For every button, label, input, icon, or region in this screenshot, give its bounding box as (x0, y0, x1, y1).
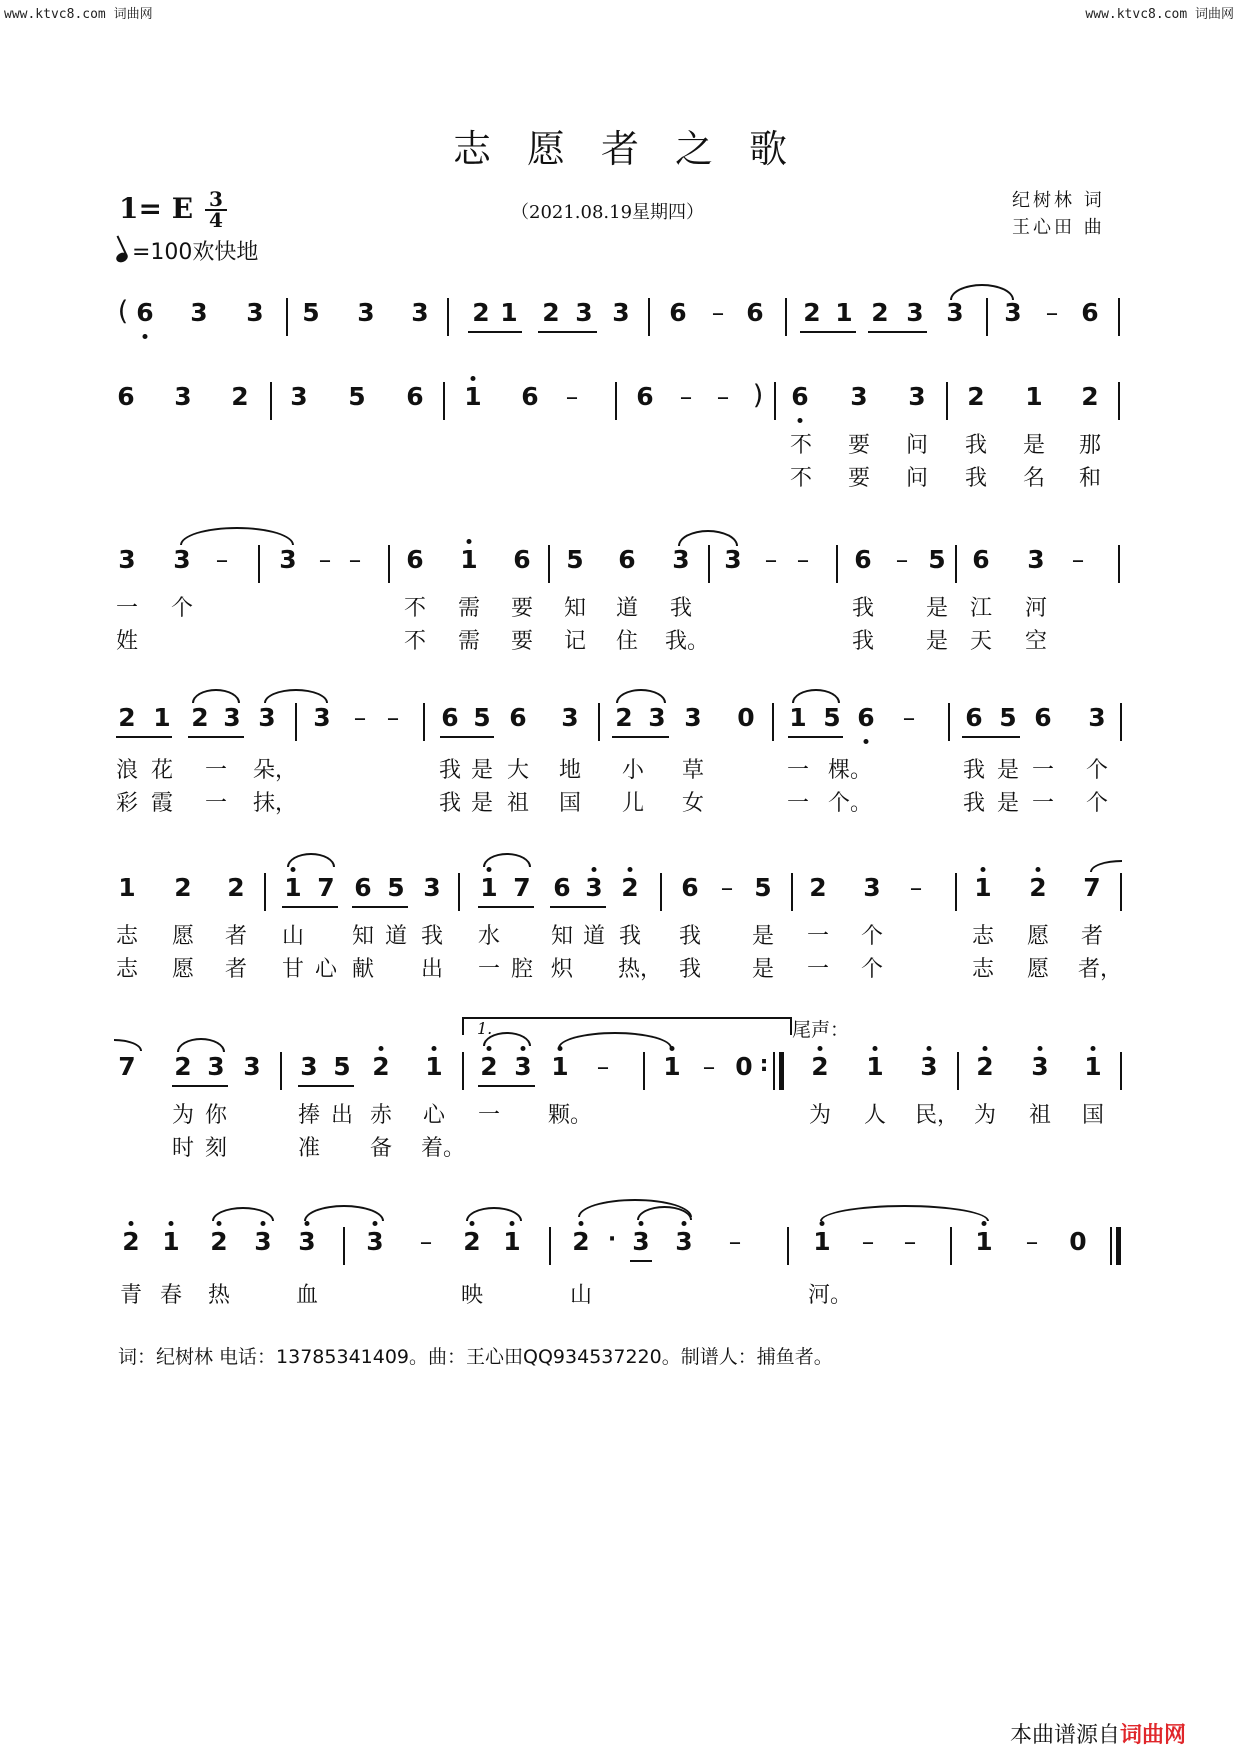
lyric: 我 (438, 758, 462, 783)
note: 1 (789, 703, 807, 732)
lyric: 要 (510, 596, 534, 621)
lyric: 是 (470, 791, 494, 816)
lyric: 春 (159, 1283, 183, 1308)
lyric: 人 (863, 1103, 887, 1128)
lyric: 我 (618, 924, 642, 949)
note: 6 (857, 703, 875, 732)
note: 2 (480, 1052, 498, 1081)
note: 3 (173, 545, 191, 574)
note: 1 (663, 1052, 681, 1081)
note: 3 (174, 382, 192, 411)
lyric: 不 (403, 629, 427, 654)
note: 1 (425, 1052, 443, 1081)
note: 2 (809, 873, 827, 902)
note: 0 (735, 1052, 753, 1081)
note: 2 (572, 1227, 590, 1256)
lyric: 河。 (807, 1283, 853, 1308)
note: 3 (1031, 1052, 1049, 1081)
lyric: 要 (847, 433, 871, 458)
lyric: 出 (330, 1103, 354, 1128)
lyric: 我 (678, 924, 702, 949)
coda-label: 尾声： (792, 1019, 850, 1041)
note: 2 (615, 703, 633, 732)
note: 1 (480, 873, 498, 902)
note: 1 (118, 873, 136, 902)
lyric: 问 (905, 466, 929, 491)
note: 2 (122, 1227, 140, 1256)
lyric: 时 (171, 1136, 195, 1161)
lyric: 河 (1024, 596, 1048, 621)
note: 2 (1081, 382, 1099, 411)
lyric: 山 (569, 1283, 593, 1308)
lyric: 愿 (1026, 957, 1050, 982)
note: 1 (460, 545, 478, 574)
lyric: 一 (786, 791, 810, 816)
lyric: 个 (1085, 791, 1109, 816)
lyric: 志 (971, 924, 995, 949)
note: 3 (423, 873, 441, 902)
note: 6 (636, 382, 654, 411)
lyric: 知 (351, 924, 375, 949)
lyric: 问 (905, 433, 929, 458)
lyric: 炽 (550, 957, 574, 982)
lyric: 花 (150, 758, 174, 783)
note: 3 (1088, 703, 1106, 732)
note: 3 (357, 298, 375, 327)
lyric: 要 (847, 466, 871, 491)
note: 5 (823, 703, 841, 732)
lyric: 者 (1080, 924, 1104, 949)
note: 3 (632, 1227, 650, 1256)
composer-credit: 王心田 曲 (1012, 217, 1105, 238)
lyric: 祖 (506, 791, 530, 816)
song-title: 志愿者之歌 (452, 127, 823, 171)
score-line-4: 2 1 2 3 3 3 – – 6 5 6 3 2 3 3 0 1 5 6 – 6 5 6 3 (0, 703, 1240, 833)
note: 5 (566, 545, 584, 574)
score-line-2: 6 3 2 3 5 6 1 6 – 6 – – ) 6 3 3 2 1 2 (0, 382, 1240, 512)
note: 2 (118, 703, 136, 732)
lyric: 为 (171, 1103, 195, 1128)
note: 6 (406, 382, 424, 411)
score-line-7: 2 1 2 3 3 3 – 2 1 2 · 3 3 – 1 – – 1 – 0 (0, 1227, 1240, 1357)
lyric: 抹， (252, 791, 298, 816)
lyric: 是 (1022, 433, 1046, 458)
note: 3 (514, 1052, 532, 1081)
lyric: 我 (964, 466, 988, 491)
lyric: 我 (438, 791, 462, 816)
score-line-1: ( 6 3 3 5 3 3 2 1 2 3 3 6 – 6 2 1 2 3 3 3 – 6 (0, 298, 1240, 428)
note: 6 (553, 873, 571, 902)
lyric: 浪 (115, 758, 139, 783)
note: 3 (575, 298, 593, 327)
lyric: 甘 (281, 957, 305, 982)
lyric: 国 (1081, 1103, 1105, 1128)
lyric: 我 (851, 629, 875, 654)
note: 7 (118, 1052, 136, 1081)
lyric: 是 (925, 629, 949, 654)
lyric: 需 (457, 629, 481, 654)
note: 2 (803, 298, 821, 327)
lyric: 个。 (827, 791, 873, 816)
lyric: 血 (295, 1283, 319, 1308)
lyric: 彩 (115, 791, 139, 816)
note: 3 (863, 873, 881, 902)
note: 5 (302, 298, 320, 327)
note: 1 (464, 382, 482, 411)
lyric: 是 (925, 596, 949, 621)
note: 5 (928, 545, 946, 574)
note: 2 (210, 1227, 228, 1256)
brand-link[interactable]: 词曲网 (1120, 1723, 1187, 1748)
key-signature: 1= E (119, 192, 194, 225)
lyric: 个 (860, 924, 884, 949)
lyric: 你 (204, 1103, 228, 1128)
lyric: 是 (751, 924, 775, 949)
note: 1 (500, 298, 518, 327)
note: 3 (366, 1227, 384, 1256)
note: 6 (513, 545, 531, 574)
score-line-5: 1 2 2 1 7 6 5 3 1 7 6 3 2 6 – 5 2 3 – 1 2 7 (0, 873, 1240, 1003)
note: 3 (207, 1052, 225, 1081)
lyric: 赤 (369, 1103, 393, 1128)
lyric: 热 (207, 1283, 231, 1308)
lyric: 朵， (252, 758, 298, 783)
lyric: 出 (420, 957, 444, 982)
note: 3 (920, 1052, 938, 1081)
lyric: 住 (615, 629, 639, 654)
lyric: 是 (996, 791, 1020, 816)
note: 2 (1029, 873, 1047, 902)
brand-text: 本曲谱源自 (1010, 1723, 1121, 1748)
note: 3 (1004, 298, 1022, 327)
note: 3 (279, 545, 297, 574)
note: 7 (513, 873, 531, 902)
note: 3 (850, 382, 868, 411)
note: 3 (118, 545, 136, 574)
lyric: 愿 (1026, 924, 1050, 949)
note: 6 (681, 873, 699, 902)
note: 6 (965, 703, 983, 732)
lyric: 儿 (621, 791, 645, 816)
note: 1 (551, 1052, 569, 1081)
lyric: 名 (1022, 466, 1046, 491)
lyric: 那 (1078, 433, 1102, 458)
note: 6 (1081, 298, 1099, 327)
note: 6 (669, 298, 687, 327)
note: 3 (612, 298, 630, 327)
lyric: 献 (351, 957, 375, 982)
note: 6 (1034, 703, 1052, 732)
lyric: 大 (506, 758, 530, 783)
note: 6 (746, 298, 764, 327)
note: 3 (684, 703, 702, 732)
lyric: 心 (422, 1103, 446, 1128)
lyric: 一 (204, 791, 228, 816)
lyric: 我 (962, 791, 986, 816)
note: 3 (411, 298, 429, 327)
lyric: 刻 (204, 1136, 228, 1161)
note: 2 (372, 1052, 390, 1081)
score-line-3: 3 3 – 3 – – 6 1 6 5 6 3 3 – – 6 – 5 6 3 – (0, 545, 1240, 675)
note: 6 (117, 382, 135, 411)
lyric: 腔 (510, 957, 534, 982)
note: 2 (976, 1052, 994, 1081)
lyric: 小 (621, 758, 645, 783)
lyric: 山 (281, 924, 305, 949)
lyric: 一 (806, 924, 830, 949)
note: 3 (313, 703, 331, 732)
note: 3 (1027, 545, 1045, 574)
note: 1 (153, 703, 171, 732)
time-signature-numerator: 3 (205, 190, 227, 211)
note: 3 (724, 545, 742, 574)
lyric: 知 (550, 924, 574, 949)
note: 6 (509, 703, 527, 732)
lyric: 者， (1077, 957, 1123, 982)
lyric: 热， (617, 957, 663, 982)
lyric: 天 (969, 629, 993, 654)
lyric: 我 (420, 924, 444, 949)
lyric: 草 (681, 758, 705, 783)
lyric: 一 (477, 957, 501, 982)
note: 3 (906, 298, 924, 327)
note: 5 (473, 703, 491, 732)
lyric: 一 (1031, 758, 1055, 783)
lyric: 志 (115, 924, 139, 949)
note: 3 (585, 873, 603, 902)
lyric: 个 (1085, 758, 1109, 783)
lyric: 心 (314, 957, 338, 982)
lyric: 一 (115, 596, 139, 621)
lyric: 个 (170, 596, 194, 621)
lyric: 女 (681, 791, 705, 816)
lyric: 道 (582, 924, 606, 949)
lyric: 志 (115, 957, 139, 982)
lyric: 棵。 (827, 758, 873, 783)
lyric: 国 (558, 791, 582, 816)
lyric: 不 (789, 466, 813, 491)
lyric: 不 (789, 433, 813, 458)
note: 6 (136, 298, 154, 327)
lyric: 我。 (664, 629, 710, 654)
note: 3 (258, 703, 276, 732)
note: 3 (648, 703, 666, 732)
note: 6 (618, 545, 636, 574)
note: 1 (974, 873, 992, 902)
note: 1 (1084, 1052, 1102, 1081)
date-note: （2021.08.19星期四） (511, 202, 705, 223)
note: 1 (866, 1052, 884, 1081)
lyric: 霞 (150, 791, 174, 816)
note: 7 (1083, 873, 1101, 902)
lyric: 为 (808, 1103, 832, 1128)
note: 5 (999, 703, 1017, 732)
note: 1 (835, 298, 853, 327)
lyric: 着。 (420, 1136, 466, 1161)
lyric: 一 (1031, 791, 1055, 816)
lyric: 一 (204, 758, 228, 783)
note: 1 (503, 1227, 521, 1256)
lyric: 我 (851, 596, 875, 621)
lyric: 者 (224, 924, 248, 949)
lyric: 和 (1078, 466, 1102, 491)
note: 6 (972, 545, 990, 574)
lyric: 祖 (1028, 1103, 1052, 1128)
note: 2 (231, 382, 249, 411)
note: 2 (967, 382, 985, 411)
lyric: 是 (996, 758, 1020, 783)
lyric: 愿 (171, 924, 195, 949)
lyric: 青 (119, 1283, 143, 1308)
note: 2 (174, 1052, 192, 1081)
lyric: 姓 (115, 629, 139, 654)
lyric: 捧 (297, 1103, 321, 1128)
note: 3 (243, 1052, 261, 1081)
lyric: 水 (477, 924, 501, 949)
time-signature (205, 187, 227, 232)
lyric: 颗。 (547, 1103, 593, 1128)
note: 3 (290, 382, 308, 411)
note: 7 (317, 873, 335, 902)
lyric: 空 (1024, 629, 1048, 654)
note: 5 (348, 382, 366, 411)
lyric: 要 (510, 629, 534, 654)
note: 6 (406, 545, 424, 574)
lyric: 江 (969, 596, 993, 621)
lyric: 准 (297, 1136, 321, 1161)
note: 6 (441, 703, 459, 732)
lyric: 知 (563, 596, 587, 621)
first-ending-number: 1. (477, 1019, 493, 1038)
note: 2 (174, 873, 192, 902)
time-signature-denominator: 4 (209, 208, 223, 232)
note: 2 (811, 1052, 829, 1081)
note: 2 (542, 298, 560, 327)
lyric: 为 (973, 1103, 997, 1128)
note: 3 (246, 298, 264, 327)
lyric: 民， (914, 1103, 960, 1128)
note: 3 (223, 703, 241, 732)
lyric: 需 (457, 596, 481, 621)
lyric: 一 (786, 758, 810, 783)
lyric: 是 (751, 957, 775, 982)
lyric: 愿 (171, 957, 195, 982)
note: 6 (791, 382, 809, 411)
note: 6 (854, 545, 872, 574)
note: 2 (463, 1227, 481, 1256)
lyric: 一 (477, 1103, 501, 1128)
note: 2 (621, 873, 639, 902)
note: 5 (333, 1052, 351, 1081)
lyric: 我 (964, 433, 988, 458)
note: 5 (754, 873, 772, 902)
site-watermark-left: www.ktvc8.com 词曲网 (4, 7, 153, 22)
note: 3 (946, 298, 964, 327)
site-watermark-right: www.ktvc8.com 词曲网 (1085, 7, 1234, 22)
tempo-text: =100欢快地 (132, 240, 259, 265)
note: 2 (871, 298, 889, 327)
note: 2 (191, 703, 209, 732)
lyric: 我 (962, 758, 986, 783)
lyric: 我 (678, 957, 702, 982)
note: 3 (298, 1227, 316, 1256)
note: 1 (1025, 382, 1043, 411)
note: 6 (354, 873, 372, 902)
note: 1 (162, 1227, 180, 1256)
lyric: 备 (369, 1136, 393, 1161)
lyric: 志 (971, 957, 995, 982)
lyricist-credit: 纪树林 词 (1012, 190, 1105, 211)
note: 1 (813, 1227, 831, 1256)
note: 3 (561, 703, 579, 732)
tempo-marking (116, 235, 258, 266)
note: 5 (387, 873, 405, 902)
note: 1 (975, 1227, 993, 1256)
note: 0 (737, 703, 755, 732)
note: 2 (227, 873, 245, 902)
note: 3 (675, 1227, 693, 1256)
note: 3 (190, 298, 208, 327)
lyric: 记 (563, 629, 587, 654)
lyric: 映 (460, 1283, 484, 1308)
quarter-note-icon (115, 251, 130, 264)
lyric: 地 (558, 758, 582, 783)
note: 3 (672, 545, 690, 574)
credits-footer: 词：纪树林 电话：13785341409。曲：王心田QQ934537220。制谱人：捕鱼者。 (118, 1346, 833, 1368)
lyric: 个 (860, 957, 884, 982)
lyric: 是 (470, 758, 494, 783)
lyric: 者 (224, 957, 248, 982)
lyric: 一 (806, 957, 830, 982)
note: 3 (908, 382, 926, 411)
note: 6 (521, 382, 539, 411)
lyric: 道 (615, 596, 639, 621)
lyric: 不 (403, 596, 427, 621)
source-brand (1010, 1718, 1186, 1749)
note: 3 (254, 1227, 272, 1256)
note: 2 (472, 298, 490, 327)
lyric: 道 (384, 924, 408, 949)
note: 0 (1069, 1227, 1087, 1256)
score-line-6: 7 2 3 3 3 5 2 1 2 3 1 – 1 – 0 : 2 1 3 2 3 1 (0, 1052, 1240, 1182)
note: 3 (300, 1052, 318, 1081)
note: 1 (284, 873, 302, 902)
lyric: 我 (669, 596, 693, 621)
